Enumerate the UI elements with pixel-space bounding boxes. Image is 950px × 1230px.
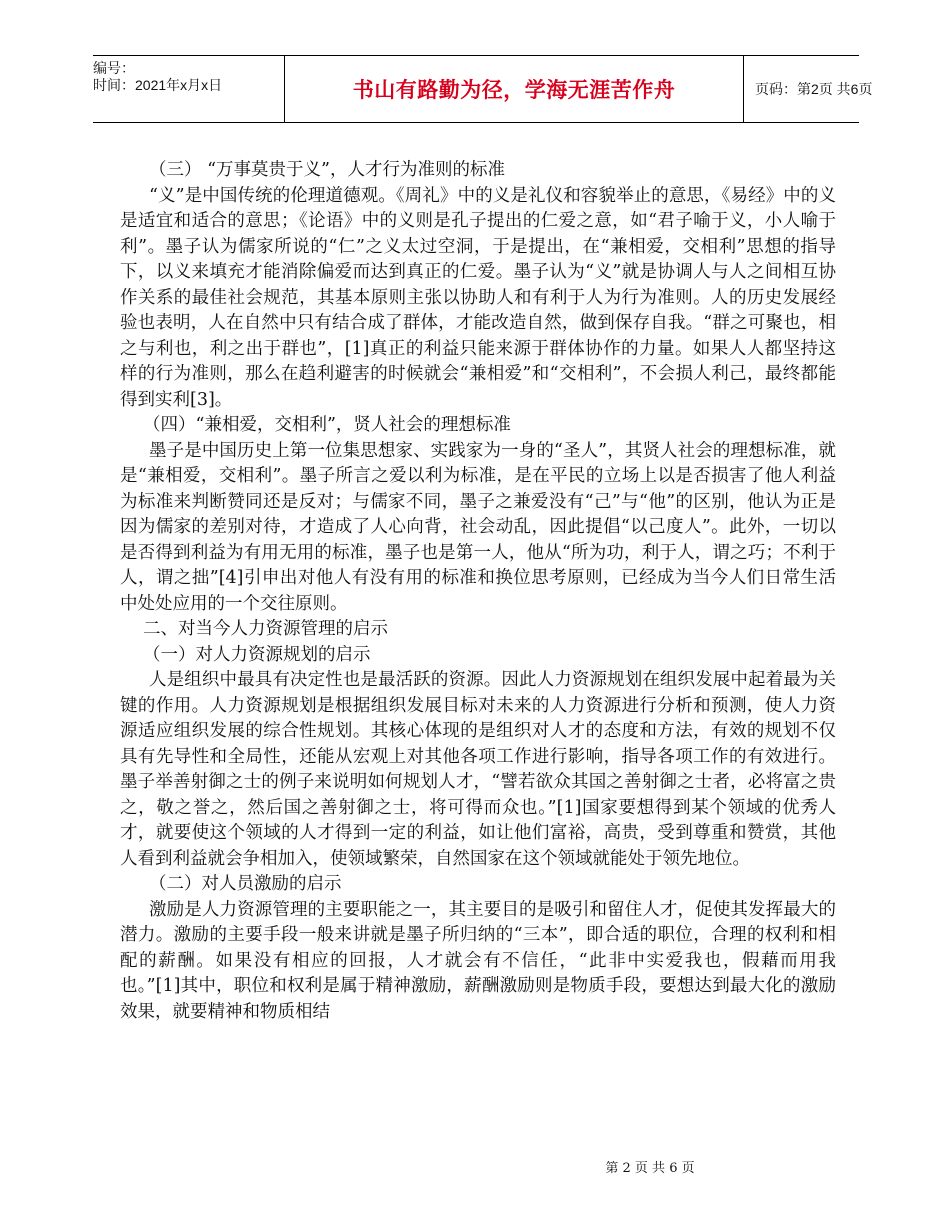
header-motto: 书山有路勤为径，学海无涯苦作舟	[284, 56, 744, 122]
page-header	[93, 55, 873, 123]
body-paragraph: “义”是中国传统的伦理道德观。《周礼》中的义是礼仪和容貌举止的意思，《易经》中的义是适宜和适合的意思；《论语》中的义则是孔子提出的仁爱之意，如“君子喻于义，小人喻于利”。墨子认为儒家所说的“仁”之义太过空洞，于是提出，在“兼相爱，交相利”思想的指导下，以义来填充才能消除偏爱而达到真正的仁爱。墨子认为“义”就是协调人与人之间相互协作关系的最佳社会规范，其基本原则主张以协助人和有利于人为行为准则。人的历史发展经验也表明，人在自然中只有结合成了群体，才能改造自然，做到保存自我。“群之可聚也，相之与利也，利之出于群也”，[1]真正的利益只能来源于群体协作的力量。如果人人都坚持这样的行为准则，那么在趋利避害的时候就会“兼相爱”和“交相利”，不会损人利己，最终都能得到实利[3]。	[120, 185, 836, 410]
header-page-label: 页码：第2页 共6页	[755, 81, 873, 97]
document-number-label: 编号：	[93, 60, 135, 76]
section-heading: （四）“兼相爱，交相利”，贤人社会的理想标准	[143, 415, 511, 435]
section-heading: （二）对人员激励的启示	[149, 874, 342, 894]
document-time-label: 时间：2021年x月x日	[93, 77, 223, 93]
body-paragraph: 人是组织中最具有决定性也是最活跃的资源。因此人力资源规划在组织发展中起着最为关键的作用。人力资源规划是根据组织发展目标对未来的人力资源进行分析和预测，使人力资源适应组织发展的综合性规划。其核心体现的是组织对人才的态度和方法，有效的规划不仅具有先导性和全局性，还能从宏观上对其他各项工作进行影响，指导各项工作的有效进行。墨子举善射御之士的例子来说明如何规划人才，“譬若欲众其国之善射御之士者，必将富之贵之，敬之誉之，然后国之善射御之士，将可得而众也。”[1]国家要想得到某个领域的优秀人才，就要使这个领域的人才得到一定的利益，如让他们富裕，高贵，受到尊重和赞赏，其他人看到利益就会争相加入，使领域繁荣，自然国家在这个领域就能处于领先地位。	[120, 670, 836, 869]
chapter-heading: 二、对当今人力资源管理的启示	[143, 619, 388, 639]
page-footer-number: 第 2 页 共 6 页	[605, 1161, 695, 1176]
section-heading: （一）对人力资源规划的启示	[143, 644, 371, 665]
body-paragraph: 激励是人力资源管理的主要职能之一，其主要目的是吸引和留住人才，促使其发挥最大的潜力。激励的主要手段一般来讲就是墨子所归纳的“三本”，即合适的职位，合理的权利和相配的薪酬。如果没有相应的回报，人才就会有不信任，“此非中实爱我也，假藉而用我也。”[1]其中，职位和权利是属于精神激励，薪酬激励则是物质手段，要想达到最大化的激励效果，就要精神和物质相结	[120, 899, 836, 1022]
header-meta	[93, 56, 283, 126]
section-heading: （三） “万事莫贵于义”，人才行为准则的标准	[149, 160, 505, 180]
document-body	[120, 158, 836, 1025]
body-paragraph: 墨子是中国历史上第一位集思想家、实践家为一身的“圣人”，其贤人社会的理想标准，就是“兼相爱，交相利”。墨子所言之爱以利为标准，是在平民的立场上以是否损害了他人利益为标准来判断赞同还是反对；与儒家不同，墨子之兼爱没有“己”与“他”的区别，他认为正是因为儒家的差别对待，才造成了人心向背，社会动乱，因此提倡“以己度人”。此外，一切以是否得到利益为有用无用的标准，墨子也是第一人，他从“所为功，利于人，谓之巧；不利于人，谓之拙”[4]引申出对他人有没有用的标准和换位思考原则，已经成为当今人们日常生活中处处应用的一个交往原则。	[120, 440, 836, 614]
